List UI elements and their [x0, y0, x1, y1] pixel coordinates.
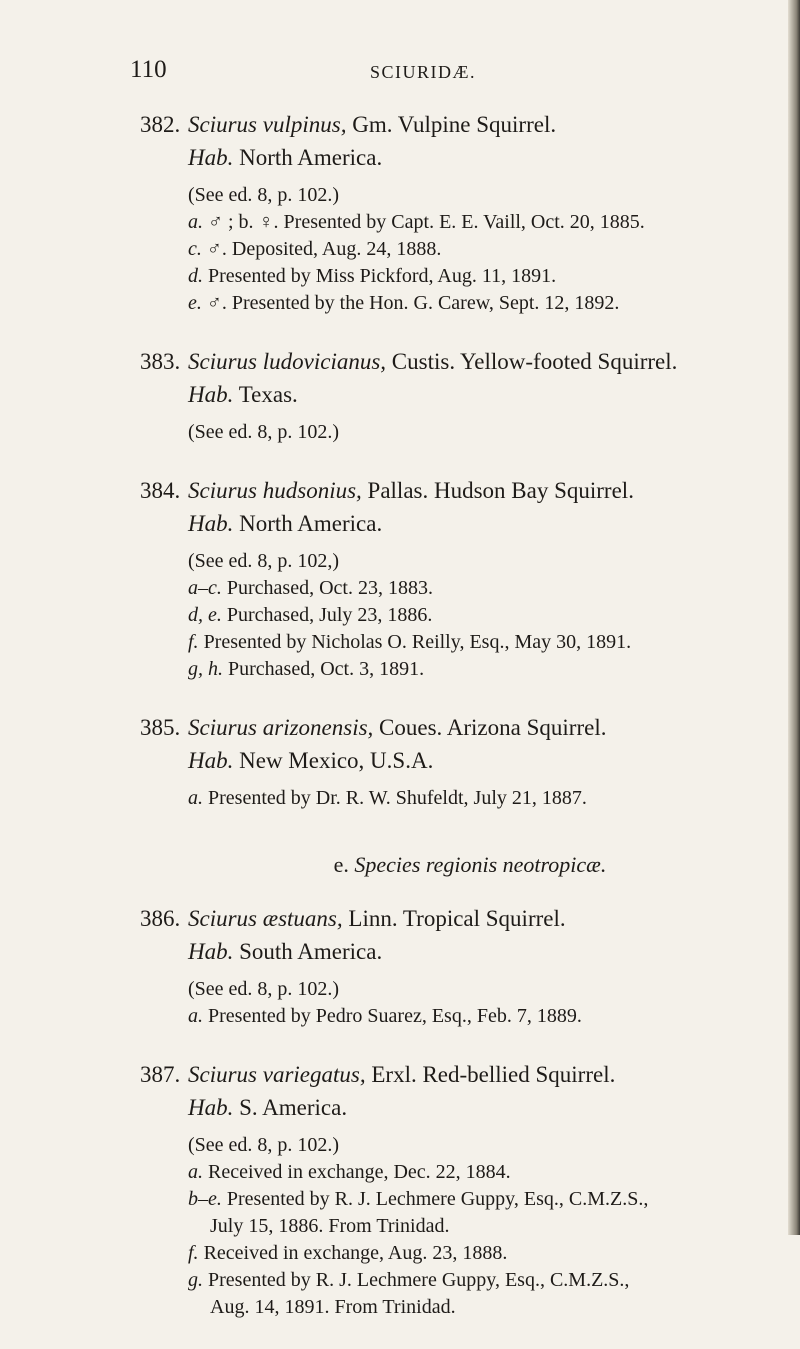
specimen-letter: a.	[188, 1005, 203, 1027]
specimen-text: Purchased, Oct. 3, 1891.	[223, 658, 425, 680]
section-prefix: e.	[333, 852, 349, 877]
scientific-name: Sciurus hudsonius,	[188, 478, 362, 503]
entry-number: 382.	[140, 112, 181, 137]
specimen-letter: e.	[188, 292, 202, 314]
author-common-name: Linn. Tropical Squirrel.	[342, 906, 566, 931]
entry-heading	[140, 345, 770, 378]
specimen-text: Received in exchange, Dec. 22, 1884.	[203, 1161, 511, 1183]
page-number: 110	[130, 56, 167, 83]
scientific-name: Sciurus æstuans,	[188, 906, 343, 931]
specimen-text: Presented by R. J. Lechmere Guppy, Esq., C.M.Z.S.,	[221, 1188, 649, 1210]
entry-382	[140, 108, 770, 317]
specimen-line	[140, 785, 770, 812]
specimen-text: Received in exchange, Aug. 23, 1888.	[198, 1242, 508, 1264]
habitat-text: Texas.	[233, 382, 298, 407]
specimen-line	[140, 602, 770, 629]
specimen-line	[140, 629, 770, 656]
edition-reference: (See ed. 8, p. 102.)	[188, 184, 340, 206]
habitat-text: S. America.	[233, 1095, 348, 1120]
entry-384	[140, 474, 770, 683]
specimen-text: ♂. Presented by the Hon. G. Carew, Sept. 12, 1892.	[201, 292, 620, 314]
section-title: Species regionis neotropicæ.	[354, 852, 607, 877]
section-heading	[140, 852, 770, 878]
habitat-line	[140, 1091, 770, 1124]
specimen-continuation	[140, 1294, 770, 1321]
specimen-line	[140, 290, 770, 317]
habitat-text: North America.	[233, 511, 383, 536]
specimen-text: ♂ ; b. ♀. Presented by Capt. E. E. Vaill, Oct. 20, 1885.	[203, 211, 645, 233]
entry-heading	[140, 711, 770, 744]
specimen-line	[140, 209, 770, 236]
habitat-line	[140, 141, 770, 174]
specimen-letter: d, e.	[188, 604, 222, 626]
specimen-text: Presented by Miss Pickford, Aug. 11, 1891.	[203, 265, 557, 287]
specimen-line	[140, 656, 770, 683]
habitat-label: Hab.	[188, 1095, 234, 1120]
specimen-line	[140, 1159, 770, 1186]
author-common-name: Pallas. Hudson Bay Squirrel.	[361, 478, 634, 503]
specimen-text: Aug. 14, 1891. From Trinidad.	[210, 1296, 456, 1318]
habitat-text: New Mexico, U.S.A.	[233, 748, 434, 773]
author-common-name: Coues. Arizona Squirrel.	[373, 715, 607, 740]
entry-number: 386.	[140, 906, 181, 931]
entry-number: 385.	[140, 715, 181, 740]
edition-reference: (See ed. 8, p. 102.)	[188, 1134, 340, 1156]
habitat-line	[140, 378, 770, 411]
specimen-line	[140, 1003, 770, 1030]
entry-number: 387.	[140, 1062, 181, 1087]
specimen-text: July 15, 1886. From Trinidad.	[210, 1215, 450, 1237]
specimen-letter: c.	[188, 238, 202, 260]
specimen-letter: f.	[188, 631, 199, 653]
entry-heading	[140, 902, 770, 935]
specimen-line	[140, 1267, 770, 1294]
specimen-letter: a.	[188, 1161, 203, 1183]
entry-386	[140, 902, 770, 1030]
catalogue-content	[140, 108, 770, 1349]
specimen-text: Presented by Dr. R. W. Shufeldt, July 21, 1887.	[203, 787, 587, 809]
entry-heading	[140, 108, 770, 141]
specimen-line	[140, 1240, 770, 1267]
specimen-text: Presented by Nicholas O. Reilly, Esq., May 30, 1891.	[198, 631, 632, 653]
specimen-letter: a.	[188, 211, 203, 233]
specimen-letter: a.	[188, 787, 203, 809]
entry-383	[140, 345, 770, 446]
entry-heading	[140, 1058, 770, 1091]
specimen-letter: g, h.	[188, 658, 223, 680]
habitat-label: Hab.	[188, 382, 234, 407]
scientific-name: Sciurus ludovicianus,	[188, 349, 387, 374]
edition-reference: (See ed. 8, p. 102,)	[188, 550, 340, 572]
habitat-label: Hab.	[188, 511, 234, 536]
scientific-name: Sciurus vulpinus,	[188, 112, 347, 137]
specimen-line	[140, 1186, 770, 1213]
specimen-text: Presented by Pedro Suarez, Esq., Feb. 7, 1889.	[203, 1005, 582, 1027]
specimen-line	[140, 263, 770, 290]
entry-387	[140, 1058, 770, 1321]
specimen-text: Purchased, Oct. 23, 1883.	[221, 577, 433, 599]
habitat-line	[140, 935, 770, 968]
specimen-line	[140, 575, 770, 602]
author-common-name: Custis. Yellow-footed Squirrel.	[386, 349, 678, 374]
page-header	[0, 56, 800, 90]
habitat-label: Hab.	[188, 145, 234, 170]
author-common-name: Gm. Vulpine Squirrel.	[346, 112, 557, 137]
specimen-letter: g.	[188, 1269, 203, 1291]
entry-385	[140, 711, 770, 812]
specimen-line	[140, 236, 770, 263]
scientific-name: Sciurus variegatus,	[188, 1062, 366, 1087]
author-common-name: Erxl. Red-bellied Squirrel.	[365, 1062, 616, 1087]
specimen-letter: a–c.	[188, 577, 222, 599]
habitat-line	[140, 744, 770, 777]
running-head: SCIURIDÆ.	[370, 62, 477, 82]
specimen-continuation	[140, 1213, 770, 1240]
habitat-label: Hab.	[188, 939, 234, 964]
specimen-letter: d.	[188, 265, 203, 287]
habitat-text: North America.	[233, 145, 383, 170]
habitat-label: Hab.	[188, 748, 234, 773]
scientific-name: Sciurus arizonensis,	[188, 715, 374, 740]
edition-reference: (See ed. 8, p. 102.)	[188, 978, 340, 1000]
specimen-letter: f.	[188, 1242, 199, 1264]
entry-number: 384.	[140, 478, 181, 503]
habitat-line	[140, 507, 770, 540]
specimen-text: Purchased, July 23, 1886.	[221, 604, 433, 626]
habitat-text: South America.	[233, 939, 383, 964]
entry-heading	[140, 474, 770, 507]
entry-number: 383.	[140, 349, 181, 374]
specimen-letter: b–e.	[188, 1188, 222, 1210]
page-edge-shadow	[788, 0, 800, 1235]
specimen-text: Presented by R. J. Lechmere Guppy, Esq., C.M.Z.S.,	[203, 1269, 630, 1291]
edition-reference: (See ed. 8, p. 102.)	[188, 421, 340, 443]
specimen-text: ♂. Deposited, Aug. 24, 1888.	[201, 238, 442, 260]
